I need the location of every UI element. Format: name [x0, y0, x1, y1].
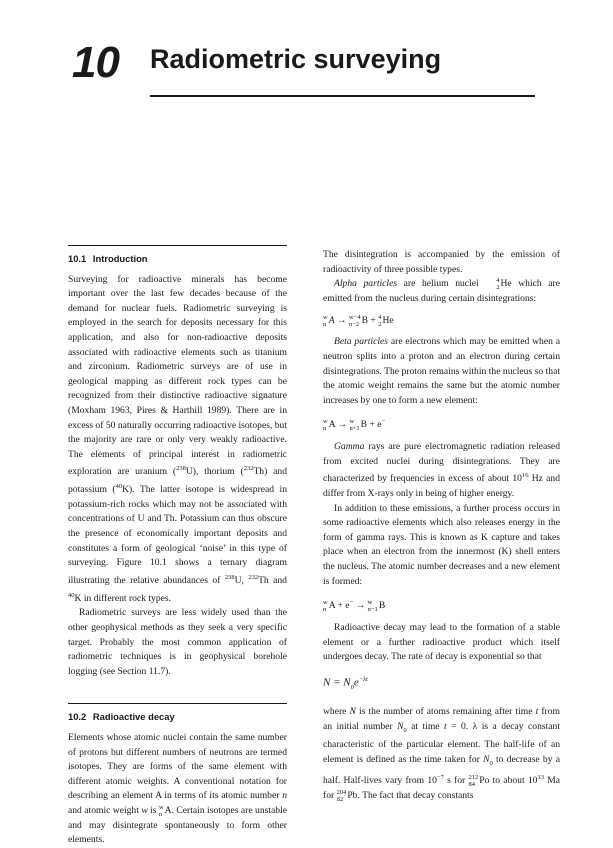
- section-rule: [68, 703, 287, 704]
- paragraph-intro-2: Radiometric surveys are less widely used than the other geophysical methods as they seek a very specific target. Probably the most common application of radiometric techniques is in geophysical borehole logging (see Section 11.7).: [68, 607, 287, 677]
- right-column: [323, 248, 560, 804]
- chapter-title: Radiometric surveying: [150, 44, 442, 74]
- chapter-number: 10: [72, 38, 119, 87]
- equation-k-capture: w n A + e− → w n−1 B: [323, 599, 386, 614]
- title-rule: [150, 95, 535, 97]
- paragraph-decay-rate: Radioactive decay may lead to the formation of a stable element or a further radioactive product which itself undergoes decay. The rate of decay is exponential so that: [323, 622, 560, 663]
- equation-beta: w n A → w n+1 B + e−: [323, 418, 386, 433]
- section-rule: [68, 245, 287, 246]
- left-column: [68, 245, 287, 848]
- paragraph-alpha: Alpha particles are helium nuclei 4 2 He which are emitted from the nucleus during certain disintegrations:: [323, 277, 560, 304]
- equation-alpha: w n A → w−4 n−2 B + 4 2 He: [323, 313, 394, 328]
- equation-exponential-decay: $N = N_0e^{-\lambda t}$: [323, 675, 368, 691]
- paragraph-disintegration: The disintegration is accompanied by the emission of radioactivity of three possible types.: [323, 249, 560, 275]
- paragraph-half-life: where N is the number of atoms remaining after time t from an initial number $N_0$ at time t = 0. λ is a decay constant characteristic of the particular element. The half-life of an element is defined as the time taken for $N_0$ to decrease by a half. Half-lives vary from $10^{-7}$ s for 212 84 Po to about $10^{13}$ Ma for 204 82 Pb. The fact that decay constants: [323, 706, 561, 804]
- section-heading-radioactive-decay: 10.2 Radioactive decay: [68, 711, 175, 723]
- paragraph-k-capture: In addition to these emissions, a further process occurs in some radioactive elements which also releases energy in the form of gamma rays. This is known as K capture and takes place when an electron from the innermost (K) shell enters the nucleus. The atomic number decreases and a new element is formed:: [323, 502, 560, 587]
- paragraph-intro-1: Surveying for radioactive minerals has become important over the last few decades because of the demand for nuclear fuels. Radiometric surveying is employed in the search for deposits necessary for this application, and also for non-radioactive deposits associated with radioactive elements such as titanium and zirconium. Radiometric surveys are of use in geological mapping as different rock types can be recognized from their distinctive radioactive signature (Moxham 1963, Pires & Harthill 1989). There are in excess of 50 naturally occurring radioactive isotopes, but the majority are rare or only very weakly radioactive. The elements of principal interest in radiometric exploration are uranium ($^{238}$U), thorium ($^{232}$Th) and potassium ($^{40}$K). The latter isotope is widespread in potassium-rich rocks which may not be associated with concentrations of U and Th. Potassium can thus obscure the presence of economically important deposits and constitutes a form of geological ‘noise’ in this type of surveying. Figure 10.1 shows a ternary diagram illustrating the relative abundances of $^{238}$U, $^{232}$Th and $^{40}$K in different rock types.: [68, 273, 287, 604]
- paragraph-beta: Beta particles are electrons which may be emitted when a neutron splits into a proton and an electron during certain disintegrations. The proton remains within the nucleus so that the atomic weight remains the same but the atomic number increases by one to form a new element:: [323, 336, 560, 406]
- paragraph-gamma: Gamma rays are pure electromagnetic radiation released from excited nuclei during disintegrations. They are characterized by frequencies in excess of about $10^{16}$ Hz and differ from X-rays only in being of higher energy.: [323, 441, 560, 500]
- section-heading-introduction: 10.1 Introduction: [68, 253, 148, 264]
- paragraph-decay-1: Elements whose atomic nuclei contain the same number of protons but different numbers of neutrons are termed isotopes. They are forms of the same element with different atomic weights. A conventional notation for describing an element A in terms of its atomic number n and atomic weight w is w n A. Certain isotopes are unstable and may disintegrate spontaneously to form other elements.: [68, 731, 287, 846]
